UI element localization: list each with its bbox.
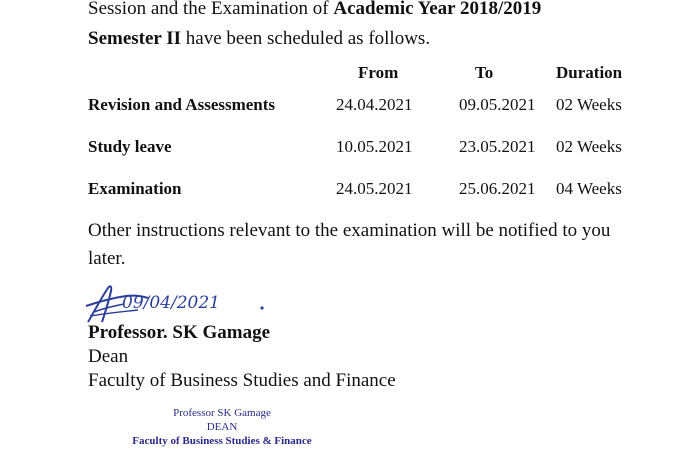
stamp-faculty: Faculty of Business Studies & Finance [132, 435, 312, 447]
handwritten-date: 09/04/2021 [122, 293, 220, 313]
header-to: To [475, 63, 494, 82]
intro-text: Session and the Examination of [88, 0, 334, 19]
signer-faculty: Faculty of Business Studies and Finance [88, 370, 396, 391]
from-date-cell: 10.05.2021 [336, 137, 413, 156]
to-date-cell: 25.06.2021 [459, 179, 536, 198]
official-stamp [112, 406, 332, 448]
semester: Semester II [88, 28, 182, 49]
academic-year: Academic Year 2018/2019 [333, 0, 542, 19]
closing-note: Other instructions relevant to the examination will be notified to you later. [88, 220, 611, 269]
header-duration: Duration [556, 63, 623, 82]
from-date-cell: 24.05.2021 [336, 179, 413, 198]
duration-cell: 02 Weeks [556, 137, 622, 156]
intro-paragraph [88, 0, 648, 54]
to-date-cell: 23.05.2021 [459, 137, 536, 156]
activity-cell: Study leave [88, 137, 172, 156]
activity-cell: Examination [88, 179, 182, 198]
duration-cell: 02 Weeks [556, 95, 622, 114]
duration-cell: 04 Weeks [556, 179, 622, 198]
header-from: From [358, 63, 399, 82]
handwritten-signature [84, 282, 284, 326]
intro-text-end: have been scheduled as follows. [181, 28, 431, 49]
to-date-cell: 09.05.2021 [459, 95, 536, 114]
stamp-name: Professor SK Gamage [173, 407, 271, 419]
from-date-cell: 24.04.2021 [336, 95, 413, 114]
activity-cell: Revision and Assessments [88, 95, 276, 114]
signer-title: Dean [88, 346, 129, 367]
stamp-title: DEAN [206, 421, 238, 433]
signer-name: Professor. SK Gamage [88, 322, 271, 343]
